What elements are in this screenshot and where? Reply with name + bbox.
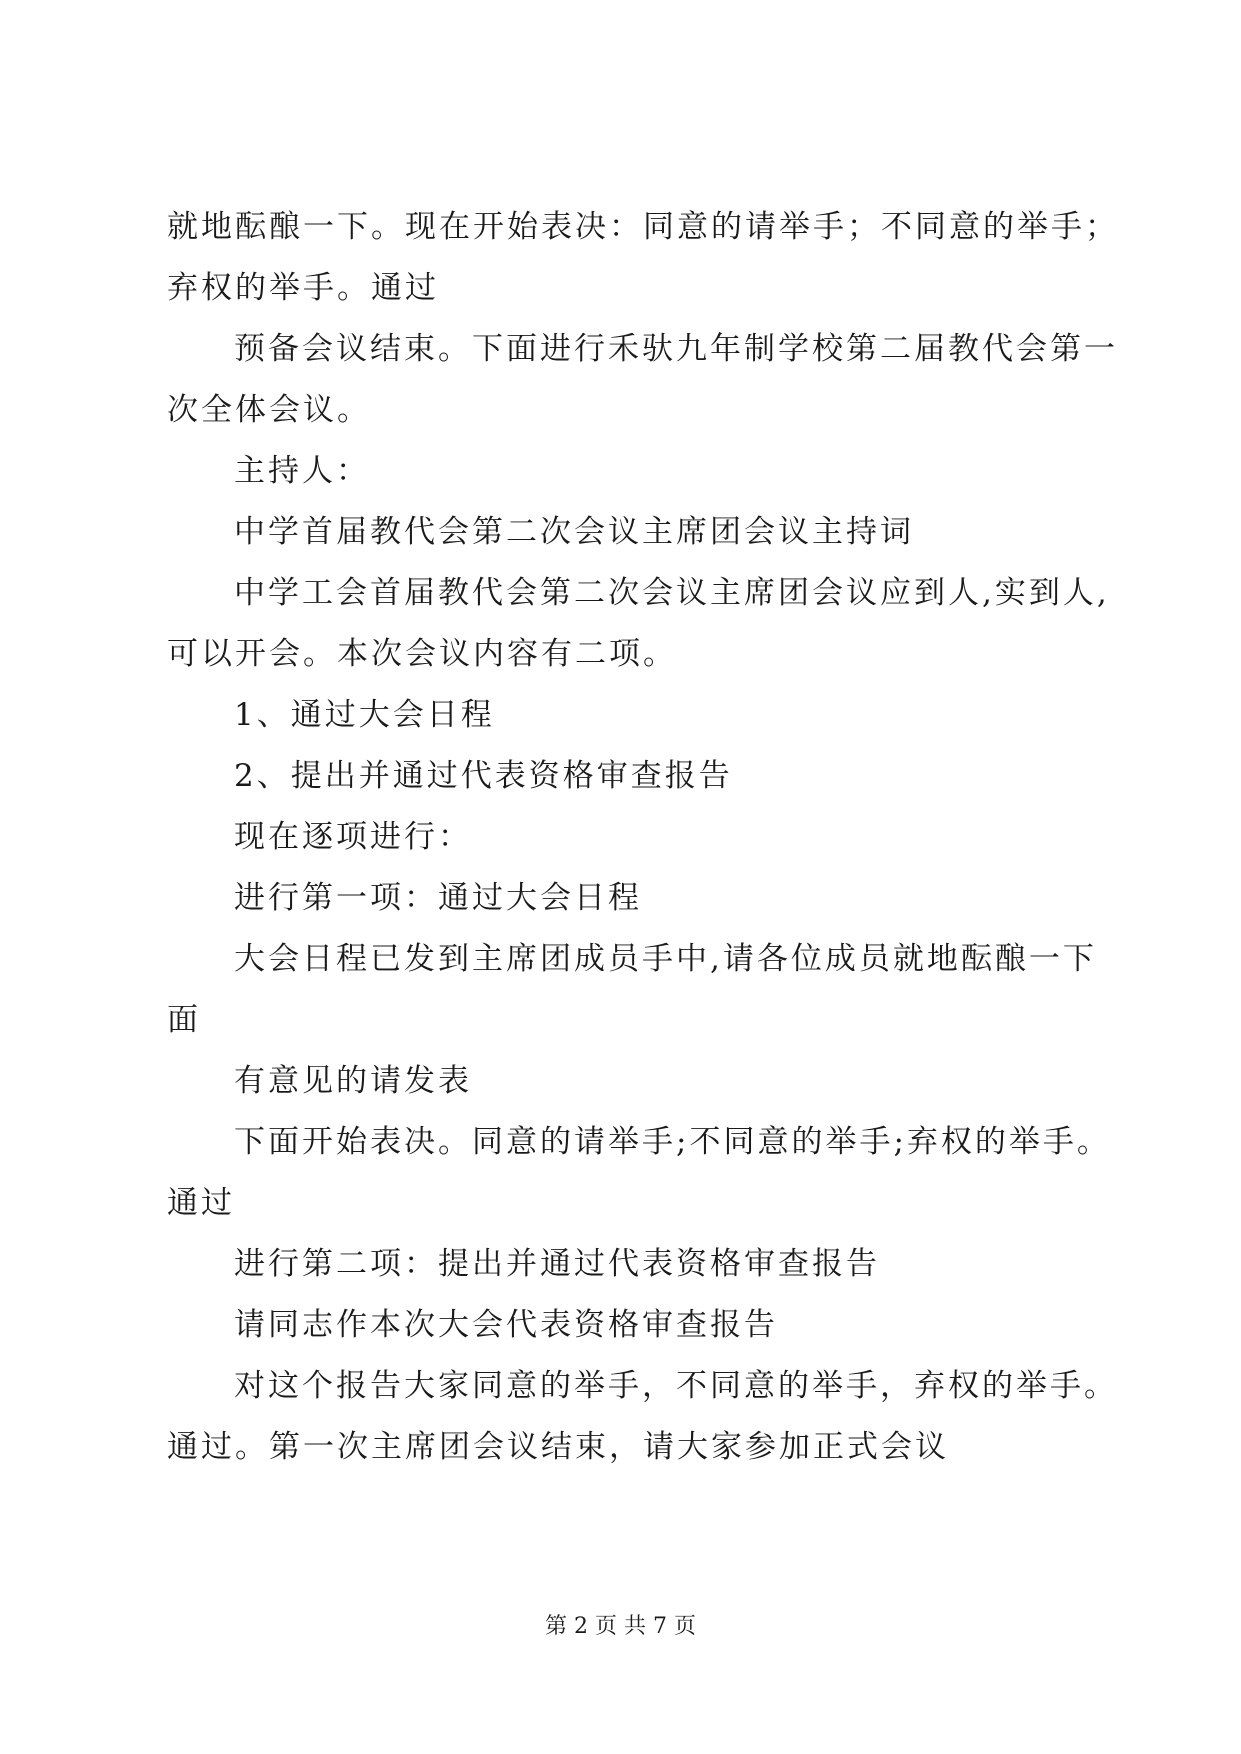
text-line: 可以开会。本次会议内容有二项。 [167,636,677,672]
text-line: 中学工会首届教代会第二次会议主席团会议应到人,实到人, [234,575,1110,611]
text-line: 面 [167,1002,201,1038]
text-line: 进行第二项：提出并通过代表资格审查报告 [234,1246,880,1282]
text-line: 现在逐项进行： [234,819,472,855]
text-line: 大会日程已发到主席团成员手中,请各位成员就地酝酿一下 [234,941,1097,977]
text-line: 就地酝酿一下。现在开始表决：同意的请举手；不同意的举手； [167,209,1119,245]
list-item: 2、提出并通过代表资格审查报告 [234,758,733,794]
text-line: 中学首届教代会第二次会议主席团会议主持词 [234,514,914,550]
text-line: 对这个报告大家同意的举手，不同意的举手，弃权的举手。 [234,1368,1118,1404]
text-line: 有意见的请发表 [234,1063,472,1099]
page-number-footer: 第 2 页 共 7 页 [545,1614,696,1639]
text-line: 下面开始表决。同意的请举手;不同意的举手;弃权的举手。 [234,1124,1111,1160]
text-line: 次全体会议。 [167,392,371,428]
text-line: 预备会议结束。下面进行禾驮九年制学校第二届教代会第一 [234,331,1118,367]
text-line: 弃权的举手。通过 [167,270,439,306]
text-line: 通过。第一次主席团会议结束，请大家参加正式会议 [167,1429,949,1465]
text-line: 请同志作本次大会代表资格审查报告 [234,1307,778,1343]
text-line: 进行第一项：通过大会日程 [234,880,642,916]
list-item: 1、通过大会日程 [234,697,495,733]
text-line: 主持人： [234,453,370,489]
text-line: 通过 [167,1185,235,1221]
